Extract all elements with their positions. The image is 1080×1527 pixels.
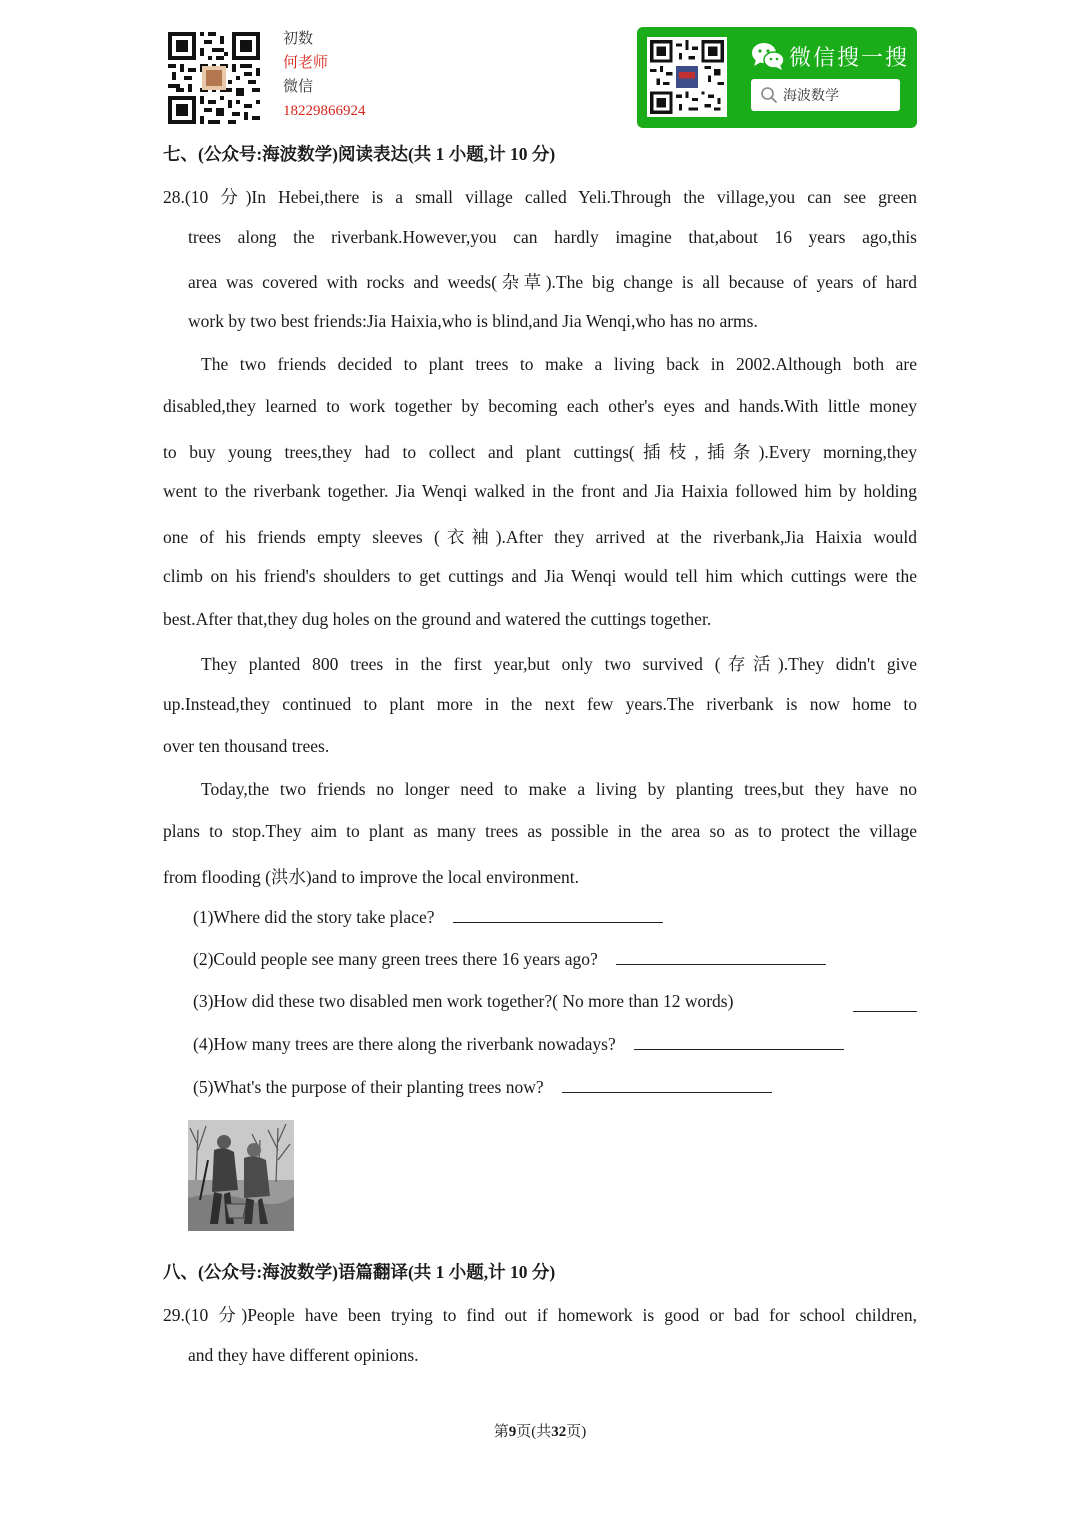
question-text: (5)What's the purpose of their planting trees now? xyxy=(193,1077,544,1097)
question-1 xyxy=(193,906,663,928)
paragraph-line: disabled,they learned to work together by becoming each other's eyes and hands.With little money xyxy=(163,396,917,416)
wechat-search-box[interactable] xyxy=(751,79,900,111)
qr-code-icon xyxy=(647,37,727,117)
paragraph-line: one of his friends empty sleeves (衣袖).After they arrived at the riverbank,Jia Haixia would xyxy=(163,527,917,547)
qr-code-icon xyxy=(168,32,260,124)
answer-blank[interactable] xyxy=(853,995,917,1012)
paragraph-line: climb on his friend's shoulders to get cuttings and Jia Wenqi would tell him which cuttings were the xyxy=(163,566,917,586)
paragraph-line: plans to stop.They aim to plant as many trees as possible in the area so as to protect the village xyxy=(163,821,917,841)
paragraph-line: over ten thousand trees. xyxy=(163,736,330,756)
page-footer xyxy=(0,1420,1080,1441)
question-4 xyxy=(193,1033,844,1055)
question-5 xyxy=(193,1076,772,1098)
page-total: 32 xyxy=(551,1424,567,1440)
answer-blank[interactable] xyxy=(453,906,663,923)
teacher-name: 何老师 xyxy=(283,55,329,71)
footer-suffix: 页) xyxy=(566,1424,587,1440)
paragraph-line: The two friends decided to plant trees to make a living back in 2002.Although both are xyxy=(201,354,917,374)
footer-prefix: 第 xyxy=(493,1424,509,1440)
paragraph-line: up.Instead,they continued to plant more in the next few years.The riverbank is now home to xyxy=(163,694,917,714)
paragraph-line: Today,the two friends no longer need to make a living by planting trees,but they have no xyxy=(201,779,917,799)
phone-number: 18229866924 xyxy=(283,103,366,119)
paragraph-line: best.After that,they dug holes on the ground and watered the cuttings together. xyxy=(163,609,712,629)
search-icon xyxy=(760,86,778,109)
wechat-logo-icon xyxy=(751,41,785,76)
question-text: (3)How did these two disabled men work together?( No more than 12 words) xyxy=(193,991,734,1011)
question-2 xyxy=(193,948,826,970)
paragraph-line: trees along the riverbank.However,you can hardly imagine that,about 16 years ago,this xyxy=(188,227,917,247)
contact-info xyxy=(283,27,366,123)
question-3 xyxy=(193,991,917,1012)
wechat-label: 微信 xyxy=(283,79,314,95)
section-heading: 七、(公众号:海波数学)阅读表达(共 1 小题,计 10 分) xyxy=(163,144,556,164)
answer-blank[interactable] xyxy=(616,948,826,965)
paragraph-line: from flooding (洪水)and to improve the local environment. xyxy=(163,867,580,887)
paragraph-line: to buy young trees,they had to collect and plant cuttings(插枝,插条).Every morning,they xyxy=(163,442,917,462)
page-number: 9 xyxy=(508,1424,517,1440)
search-text: 海波数学 xyxy=(783,88,839,104)
answer-blank[interactable] xyxy=(562,1076,772,1093)
paragraph-line: 29.(10 分)People have been trying to find out if homework is good or bad for school children, xyxy=(163,1305,917,1325)
paragraph-line: area was covered with rocks and weeds(杂草).The big change is all because of years of hard xyxy=(188,272,917,292)
wechat-search-title: 微信搜一搜 xyxy=(789,46,910,71)
paragraph-line: and they have different opinions. xyxy=(188,1345,419,1365)
question-text: (4)How many trees are there along the riverbank nowadays? xyxy=(193,1034,616,1054)
footer-middle: 页(共 xyxy=(516,1424,552,1440)
paragraph-line: 28.(10 分)In Hebei,there is a small village called Yeli.Through the village,you can see green xyxy=(163,187,917,207)
paragraph-line: They planted 800 trees in the first year,but only two survived (存活).They didn't give xyxy=(201,654,917,674)
paragraph-line: went to the riverbank together. Jia Wenqi walked in the front and Jia Haixia followed him by holding xyxy=(163,481,917,501)
question-text: (2)Could people see many green trees there 16 years ago? xyxy=(193,949,598,969)
section-heading: 八、(公众号:海波数学)语篇翻译(共 1 小题,计 10 分) xyxy=(163,1262,556,1282)
wechat-search-card[interactable] xyxy=(637,27,917,128)
contact-label: 初数 xyxy=(283,31,314,47)
question-text: (1)Where did the story take place? xyxy=(193,907,435,927)
story-photo xyxy=(188,1120,294,1231)
answer-blank[interactable] xyxy=(634,1033,844,1050)
paragraph-line: work by two best friends:Jia Haixia,who is blind,and Jia Wenqi,who has no arms. xyxy=(188,311,758,331)
